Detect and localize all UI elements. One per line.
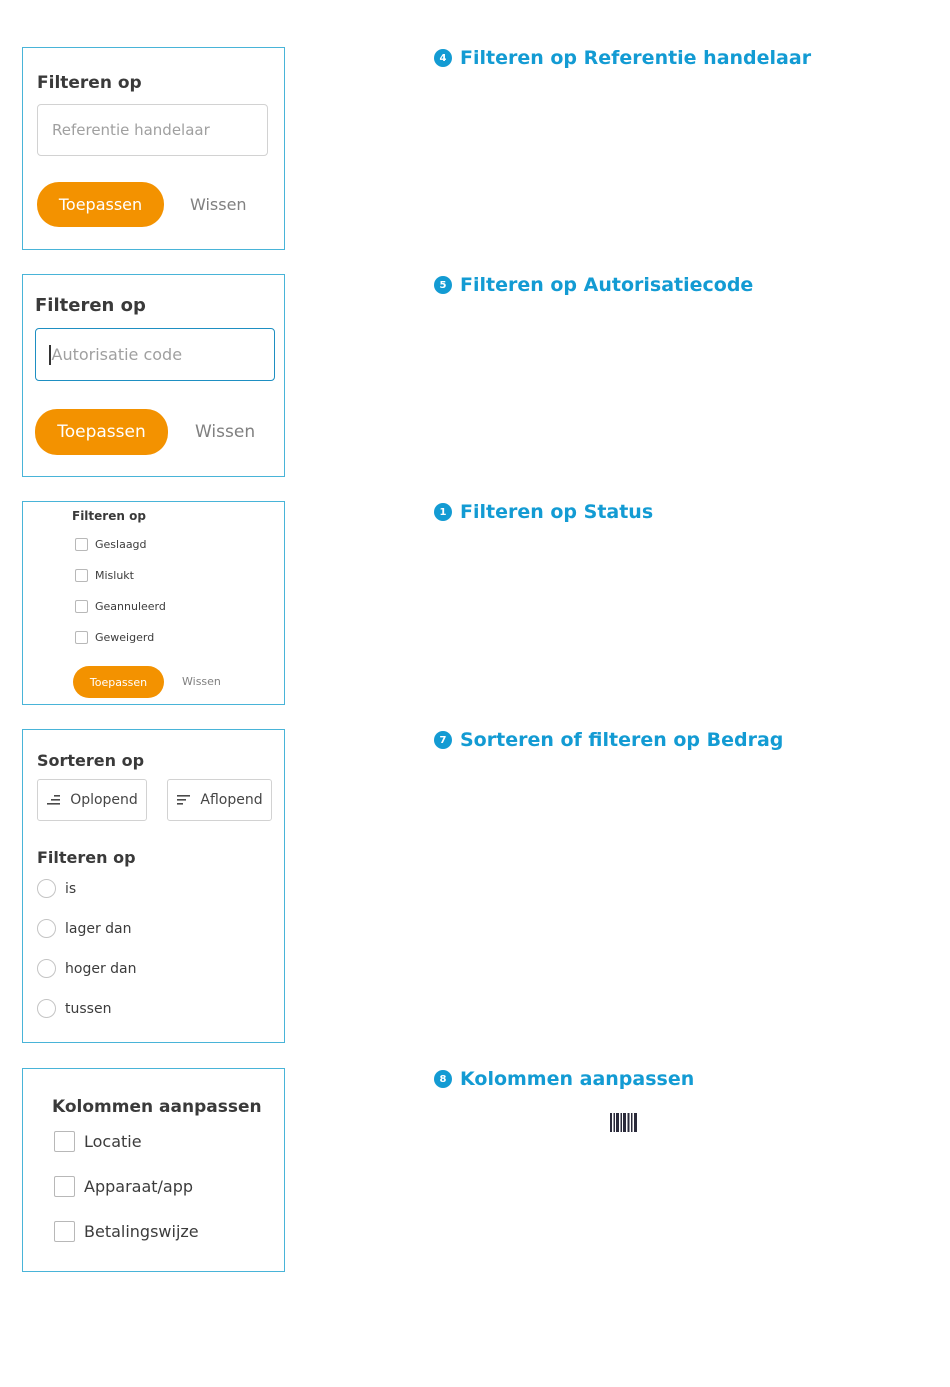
amount-option-is[interactable]	[37, 879, 76, 898]
reference-input[interactable]	[37, 104, 268, 156]
reference-filter-panel	[22, 47, 285, 250]
section-title-text: Sorteren of filteren op Bedrag	[460, 729, 784, 751]
clear-button[interactable]: Wissen	[190, 195, 247, 214]
filter-heading: Filteren op	[37, 848, 136, 867]
panel-heading: Filteren op	[37, 73, 142, 93]
radio-button[interactable]	[37, 919, 56, 938]
amount-option-between[interactable]	[37, 999, 111, 1018]
apply-button[interactable]: Toepassen	[35, 409, 168, 455]
status-option-cancelled[interactable]	[75, 600, 166, 613]
section-title-text: Kolommen aanpassen	[460, 1068, 695, 1090]
reference-input-placeholder: Referentie handelaar	[52, 121, 210, 139]
status-option-declined[interactable]	[75, 631, 154, 644]
amount-option-lower-than[interactable]	[37, 919, 132, 938]
status-option-succeeded[interactable]	[75, 538, 147, 551]
sort-heading: Sorteren op	[37, 751, 145, 770]
section-title-columns	[434, 1068, 694, 1090]
authorization-input-placeholder: Autorisatie code	[51, 345, 183, 364]
authorization-input[interactable]	[35, 328, 275, 381]
clear-button[interactable]: Wissen	[182, 675, 221, 688]
option-label: hoger dan	[65, 960, 137, 977]
clear-button[interactable]: Wissen	[195, 422, 256, 442]
option-label: tussen	[65, 1000, 112, 1017]
panel-heading: Kolommen aanpassen	[52, 1097, 262, 1117]
panel-heading: Filteren op	[35, 295, 146, 316]
checkbox[interactable]	[54, 1131, 75, 1152]
panel-heading: Filteren op	[72, 509, 146, 523]
sort-ascending-icon	[46, 794, 61, 806]
status-option-failed[interactable]	[75, 569, 134, 582]
option-label: Apparaat/app	[84, 1177, 194, 1196]
column-option-device[interactable]	[54, 1176, 193, 1197]
text-caret	[49, 345, 51, 365]
option-label: Geannuleerd	[95, 600, 166, 613]
column-option-payment-method[interactable]	[54, 1221, 199, 1242]
status-filter-panel	[22, 501, 285, 705]
section-title-status	[434, 501, 653, 523]
radio-button[interactable]	[37, 959, 56, 978]
option-label: Locatie	[84, 1132, 142, 1151]
option-label: lager dan	[65, 920, 132, 937]
section-title-authorization	[434, 274, 753, 296]
sort-ascending-label: Oplopend	[70, 792, 138, 808]
section-title-text: Filteren op Autorisatiecode	[460, 274, 754, 296]
amount-sort-filter-panel	[22, 729, 285, 1043]
step-number-badge: 5	[434, 276, 452, 294]
column-option-location[interactable]	[54, 1131, 142, 1152]
sort-descending-icon	[176, 794, 191, 806]
option-label: Geweigerd	[95, 631, 155, 644]
step-number-badge: 7	[434, 731, 452, 749]
checkbox[interactable]	[75, 538, 88, 551]
option-label: Mislukt	[95, 569, 134, 582]
step-number-badge: 1	[434, 503, 452, 521]
option-label: Betalingswijze	[84, 1222, 199, 1241]
sort-ascending-button[interactable]	[37, 779, 147, 821]
checkbox[interactable]	[75, 569, 88, 582]
checkbox[interactable]	[54, 1176, 75, 1197]
step-number-badge: 4	[434, 49, 452, 67]
option-label: Geslaagd	[95, 538, 147, 551]
checkbox[interactable]	[75, 631, 88, 644]
section-title-text: Filteren op Referentie handelaar	[460, 47, 812, 69]
barcode-icon	[610, 1113, 637, 1132]
sort-descending-button[interactable]	[167, 779, 272, 821]
apply-button[interactable]: Toepassen	[37, 182, 164, 227]
section-title-text: Filteren op Status	[460, 501, 654, 523]
checkbox[interactable]	[75, 600, 88, 613]
sort-descending-label: Aflopend	[200, 792, 263, 808]
authorization-filter-panel	[22, 274, 285, 477]
apply-button[interactable]: Toepassen	[73, 666, 164, 698]
columns-panel	[22, 1068, 285, 1272]
option-label: is	[65, 880, 77, 897]
step-number-badge: 8	[434, 1070, 452, 1088]
section-title-amount	[434, 729, 783, 751]
checkbox[interactable]	[54, 1221, 75, 1242]
amount-option-higher-than[interactable]	[37, 959, 136, 978]
section-title-reference	[434, 47, 811, 69]
radio-button[interactable]	[37, 999, 56, 1018]
radio-button[interactable]	[37, 879, 56, 898]
